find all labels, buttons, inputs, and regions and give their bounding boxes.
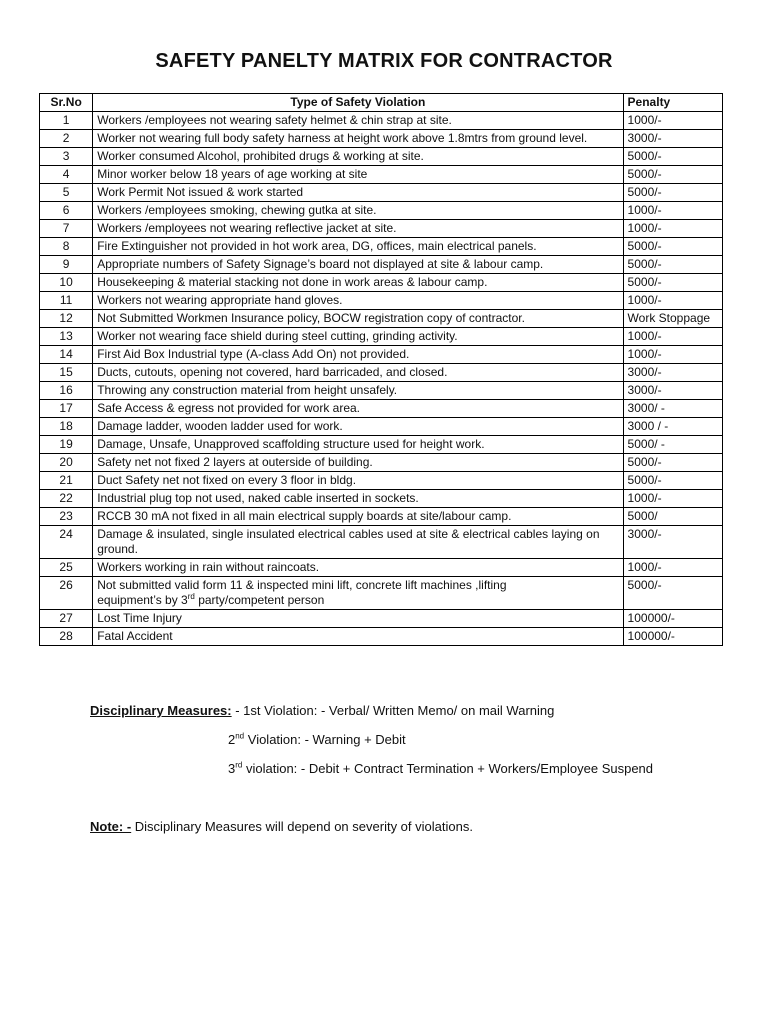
table-header-row (40, 94, 723, 112)
penalty-cell: 1000/- (623, 202, 722, 220)
penalty-cell: 1000/- (623, 220, 722, 238)
table-row (40, 130, 723, 148)
violation-cell: Appropriate numbers of Safety Signage’s board not displayed at site & labour camp. (93, 256, 623, 274)
penalty-cell: 5000/- (623, 256, 722, 274)
violation-cell: Fire Extinguisher not provided in hot work area, DG, offices, main electrical panels. (93, 238, 623, 256)
sr-cell: 12 (40, 310, 93, 328)
penalty-cell: 1000/- (623, 559, 722, 577)
sr-cell: 17 (40, 400, 93, 418)
violation-cell: Damage, Unsafe, Unapproved scaffolding structure used for height work. (93, 436, 623, 454)
disciplinary-second-line (228, 732, 406, 748)
violation-cell: Worker consumed Alcohol, prohibited drugs & working at site. (93, 148, 623, 166)
table-row (40, 220, 723, 238)
header-violation: Type of Safety Violation (93, 94, 623, 112)
sr-cell: 20 (40, 454, 93, 472)
table-row (40, 559, 723, 577)
penalty-cell: 1000/- (623, 490, 722, 508)
table-row (40, 577, 723, 610)
sr-cell: 18 (40, 418, 93, 436)
penalty-cell: 1000/- (623, 346, 722, 364)
ordinal-sup: rd (187, 592, 195, 601)
violation-cell: Workers /employees not wearing reflective jacket at site. (93, 220, 623, 238)
violation-cell: Workers /employees not wearing safety helmet & chin strap at site. (93, 112, 623, 130)
violation-cell: Not Submitted Workmen Insurance policy, BOCW registration copy of contractor. (93, 310, 623, 328)
note-line (90, 819, 473, 835)
violation-cell: Safety net not fixed 2 layers at outerside of building. (93, 454, 623, 472)
table-row (40, 112, 723, 130)
penalty-cell: 5000/- (623, 166, 722, 184)
violation-cell (93, 577, 623, 610)
violation-cell: Work Permit Not issued & work started (93, 184, 623, 202)
sr-cell: 19 (40, 436, 93, 454)
note-label: Note: - (90, 819, 132, 834)
penalty-cell: 100000/- (623, 610, 722, 628)
penalty-cell: 1000/- (623, 292, 722, 310)
disciplinary-first-line (90, 703, 554, 719)
sr-cell: 24 (40, 526, 93, 559)
sr-cell: 6 (40, 202, 93, 220)
sr-cell: 2 (40, 130, 93, 148)
table-row (40, 454, 723, 472)
violation-cell: Safe Access & egress not provided for work area. (93, 400, 623, 418)
table-row (40, 328, 723, 346)
violation-cell: Worker not wearing face shield during steel cutting, grinding activity. (93, 328, 623, 346)
violation-cell: Damage & insulated, single insulated electrical cables used at site & electrical cables laying on ground. (93, 526, 623, 559)
sr-cell: 4 (40, 166, 93, 184)
violation-line1: Not submitted valid form 11 & inspected mini lift, concrete lift machines ,lifting (97, 578, 507, 592)
disciplinary-third-line (228, 761, 653, 777)
penalty-cell: 3000/- (623, 382, 722, 400)
header-penalty: Penalty (623, 94, 722, 112)
third-violation-text: violation: - Debit + Contract Termination + Workers/Employee Suspend (242, 761, 654, 776)
sr-cell: 1 (40, 112, 93, 130)
violation-cell: Minor worker below 18 years of age working at site (93, 166, 623, 184)
violation-line2-post: party/competent person (194, 593, 325, 607)
penalty-cell: 5000/ - (623, 436, 722, 454)
penalty-cell: 3000/- (623, 526, 722, 559)
penalty-cell: 5000/ (623, 508, 722, 526)
violation-cell: Throwing any construction material from height unsafely. (93, 382, 623, 400)
first-violation-text: - 1st Violation: - Verbal/ Written Memo/ on mail Warning (231, 703, 555, 718)
penalty-cell: 5000/- (623, 454, 722, 472)
penalty-cell: 5000/- (623, 238, 722, 256)
table-row (40, 490, 723, 508)
table-row (40, 238, 723, 256)
sr-cell: 10 (40, 274, 93, 292)
penalty-cell: Work Stoppage (623, 310, 722, 328)
third-num: 3 (228, 761, 236, 776)
sr-cell: 11 (40, 292, 93, 310)
violation-cell: Ducts, cutouts, opening not covered, hard barricaded, and closed. (93, 364, 623, 382)
penalty-cell: 1000/- (623, 328, 722, 346)
table-row (40, 148, 723, 166)
second-num: 2 (228, 732, 236, 747)
penalty-matrix-table (39, 93, 723, 646)
penalty-cell: 1000/- (623, 112, 722, 130)
penalty-cell: 3000/- (623, 364, 722, 382)
violation-cell: Damage ladder, wooden ladder used for work. (93, 418, 623, 436)
sr-cell: 3 (40, 148, 93, 166)
violation-cell: Fatal Accident (93, 628, 623, 646)
note-text: Disciplinary Measures will depend on severity of violations. (131, 819, 473, 834)
disciplinary-label: Disciplinary Measures: (90, 703, 232, 718)
third-sup: rd (235, 760, 243, 770)
violation-cell: Workers working in rain without raincoats. (93, 559, 623, 577)
violation-cell: First Aid Box Industrial type (A-class Add On) not provided. (93, 346, 623, 364)
penalty-cell: 100000/- (623, 628, 722, 646)
table-row (40, 382, 723, 400)
violation-cell: Workers /employees smoking, chewing gutka at site. (93, 202, 623, 220)
sr-cell: 8 (40, 238, 93, 256)
violation-cell: RCCB 30 mA not fixed in all main electrical supply boards at site/labour camp. (93, 508, 623, 526)
second-violation-text: Violation: - Warning + Debit (244, 732, 406, 747)
sr-cell: 13 (40, 328, 93, 346)
violation-cell: Worker not wearing full body safety harness at height work above 1.8mtrs from ground level. (93, 130, 623, 148)
table-row (40, 472, 723, 490)
table-row (40, 346, 723, 364)
table-row (40, 526, 723, 559)
penalty-cell: 5000/- (623, 472, 722, 490)
sr-cell: 16 (40, 382, 93, 400)
violation-cell: Workers not wearing appropriate hand gloves. (93, 292, 623, 310)
penalty-cell: 5000/- (623, 577, 722, 610)
table-row (40, 508, 723, 526)
sr-cell: 26 (40, 577, 93, 610)
violation-cell: Industrial plug top not used, naked cable inserted in sockets. (93, 490, 623, 508)
sr-cell: 28 (40, 628, 93, 646)
table-row (40, 292, 723, 310)
header-sr-no: Sr.No (40, 94, 93, 112)
sr-cell: 7 (40, 220, 93, 238)
table-row (40, 436, 723, 454)
second-sup: nd (235, 731, 245, 741)
table-row (40, 364, 723, 382)
sr-cell: 27 (40, 610, 93, 628)
table-row (40, 400, 723, 418)
table-row (40, 184, 723, 202)
penalty-cell: 5000/- (623, 274, 722, 292)
penalty-cell: 3000/- (623, 130, 722, 148)
sr-cell: 9 (40, 256, 93, 274)
sr-cell: 23 (40, 508, 93, 526)
penalty-cell: 3000 / - (623, 418, 722, 436)
table-row (40, 256, 723, 274)
violation-cell: Lost Time Injury (93, 610, 623, 628)
sr-cell: 15 (40, 364, 93, 382)
table-row (40, 310, 723, 328)
violation-cell: Duct Safety net not fixed on every 3 floor in bldg. (93, 472, 623, 490)
sr-cell: 5 (40, 184, 93, 202)
sr-cell: 21 (40, 472, 93, 490)
penalty-cell: 3000/ - (623, 400, 722, 418)
sr-cell: 22 (40, 490, 93, 508)
violation-cell: Housekeeping & material stacking not done in work areas & labour camp. (93, 274, 623, 292)
table-row (40, 610, 723, 628)
sr-cell: 25 (40, 559, 93, 577)
table-row (40, 166, 723, 184)
page-title: SAFETY PANELTY MATRIX FOR CONTRACTOR (155, 50, 613, 72)
sr-cell: 14 (40, 346, 93, 364)
penalty-cell: 5000/- (623, 184, 722, 202)
table-row (40, 628, 723, 646)
table-row (40, 274, 723, 292)
violation-line2-pre: equipment’s by 3 (97, 593, 188, 607)
penalty-cell: 5000/- (623, 148, 722, 166)
table-row (40, 418, 723, 436)
table-row (40, 202, 723, 220)
